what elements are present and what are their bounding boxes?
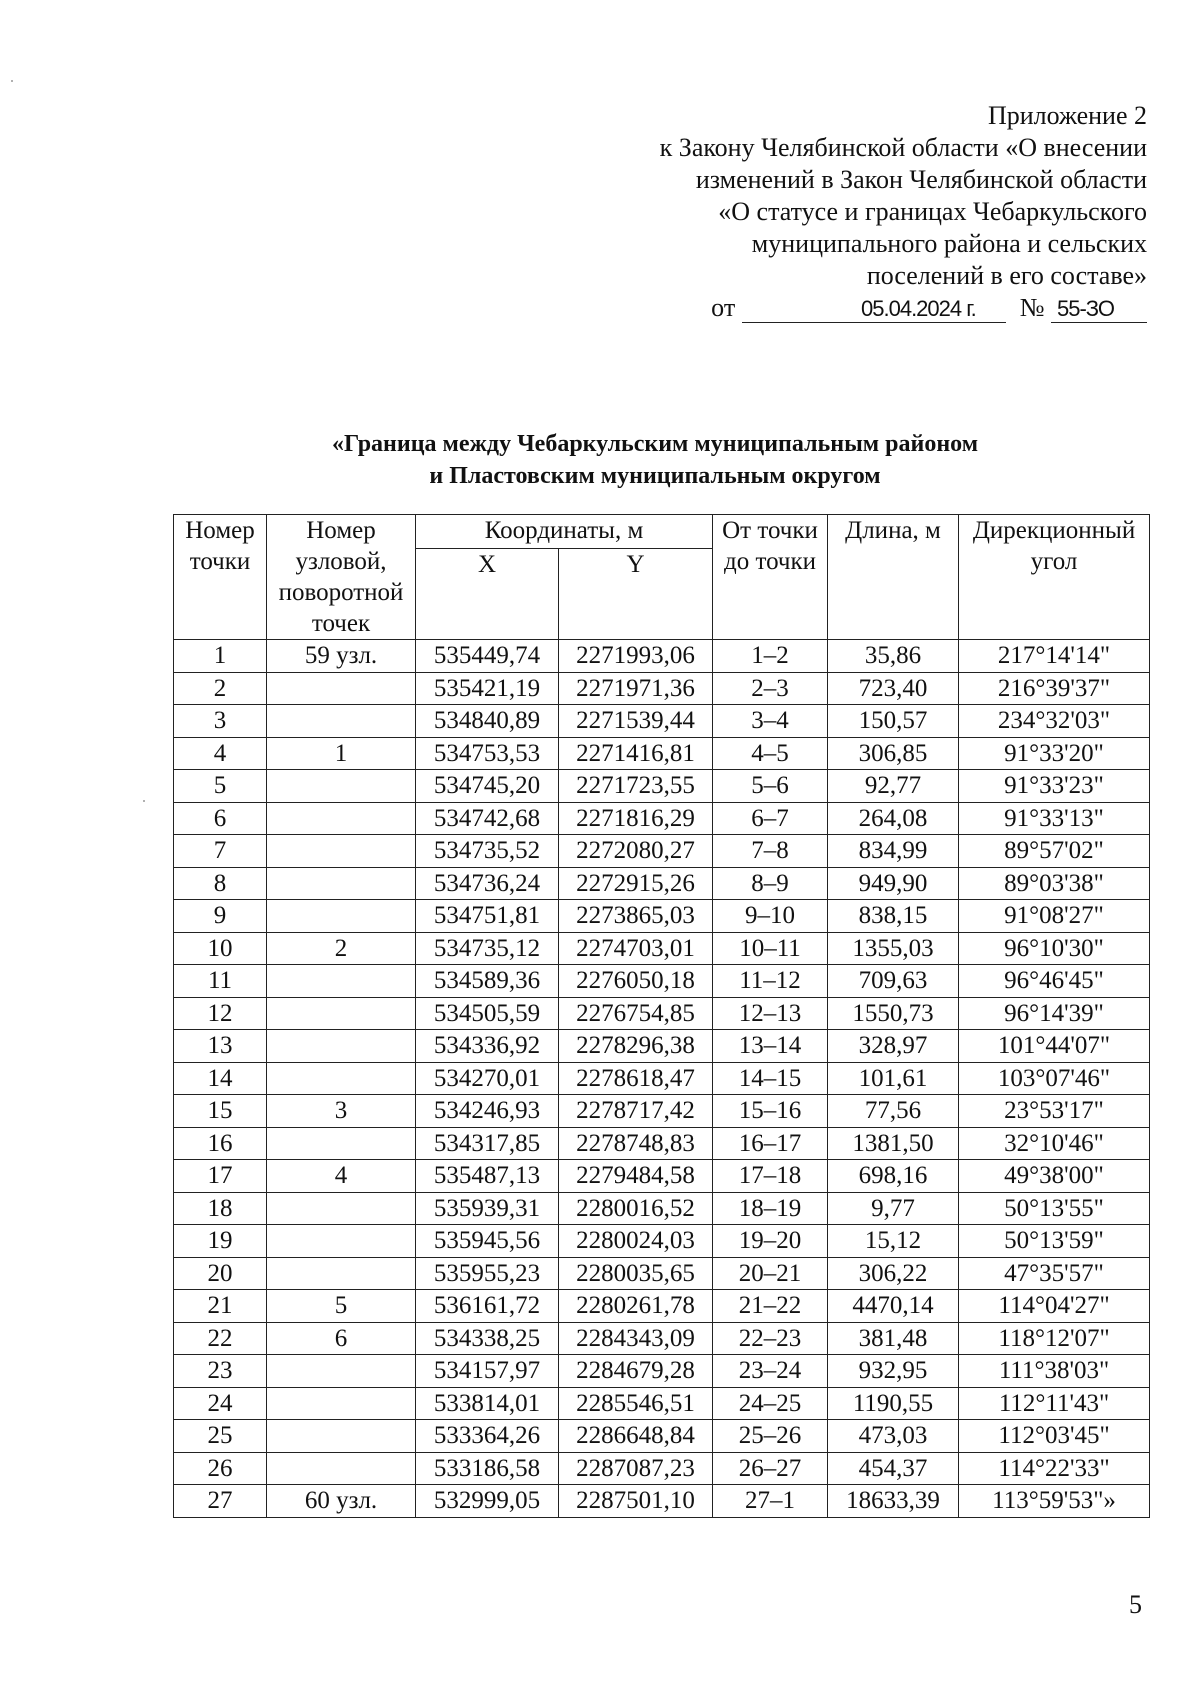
law-date-number-line — [660, 292, 1147, 324]
table-row — [174, 770, 1150, 803]
appendix-line: к Закону Челябинской области «О внесении — [659, 133, 1147, 162]
table-body — [174, 640, 1150, 1518]
cell-nodal-number — [267, 997, 416, 1030]
cell-direction-angle: 91°33'20" — [959, 737, 1150, 770]
cell-segment: 3–4 — [713, 705, 828, 738]
cell-x-coordinate: 534246,93 — [416, 1095, 559, 1128]
cell-point-number: 20 — [174, 1257, 267, 1290]
cell-x-coordinate: 533364,26 — [416, 1420, 559, 1453]
cell-point-number: 3 — [174, 705, 267, 738]
cell-point-number: 9 — [174, 900, 267, 933]
cell-segment: 11–12 — [713, 965, 828, 998]
page-number: 5 — [1129, 1590, 1142, 1619]
law-number: 55-ЗО — [1051, 296, 1147, 323]
title-line-1: «Граница между Чебаркульским муниципальным районом — [331, 431, 979, 457]
cell-point-number: 21 — [174, 1290, 267, 1323]
cell-length: 18633,39 — [828, 1485, 959, 1518]
cell-length: 1381,50 — [828, 1127, 959, 1160]
table-row — [174, 705, 1150, 738]
cell-nodal-number — [267, 1387, 416, 1420]
cell-length: 306,22 — [828, 1257, 959, 1290]
cell-nodal-number — [267, 1420, 416, 1453]
cell-x-coordinate: 534751,81 — [416, 900, 559, 933]
cell-y-coordinate: 2280261,78 — [559, 1290, 713, 1323]
cell-point-number: 19 — [174, 1225, 267, 1258]
cell-y-coordinate: 2278296,38 — [559, 1030, 713, 1063]
cell-x-coordinate: 535421,19 — [416, 672, 559, 705]
table-row — [174, 672, 1150, 705]
cell-length: 77,56 — [828, 1095, 959, 1128]
cell-segment: 17–18 — [713, 1160, 828, 1193]
cell-x-coordinate: 534736,24 — [416, 867, 559, 900]
cell-x-coordinate: 534270,01 — [416, 1062, 559, 1095]
cell-nodal-number — [267, 1355, 416, 1388]
cell-length: 1190,55 — [828, 1387, 959, 1420]
number-label: № — [1019, 293, 1045, 322]
cell-x-coordinate: 535945,56 — [416, 1225, 559, 1258]
cell-point-number: 5 — [174, 770, 267, 803]
cell-point-number: 24 — [174, 1387, 267, 1420]
cell-y-coordinate: 2271971,36 — [559, 672, 713, 705]
cell-y-coordinate: 2278748,83 — [559, 1127, 713, 1160]
cell-point-number: 22 — [174, 1322, 267, 1355]
cell-x-coordinate: 534735,12 — [416, 932, 559, 965]
boundary-points-table — [173, 514, 1150, 1518]
cell-direction-angle: 111°38'03" — [959, 1355, 1150, 1388]
cell-y-coordinate: 2271539,44 — [559, 705, 713, 738]
cell-segment: 5–6 — [713, 770, 828, 803]
cell-x-coordinate: 533186,58 — [416, 1452, 559, 1485]
cell-segment: 12–13 — [713, 997, 828, 1030]
header-x: X — [416, 549, 559, 640]
cell-length: 9,77 — [828, 1192, 959, 1225]
table-row — [174, 1062, 1150, 1095]
cell-y-coordinate: 2285546,51 — [559, 1387, 713, 1420]
cell-x-coordinate: 534336,92 — [416, 1030, 559, 1063]
cell-nodal-number: 6 — [267, 1322, 416, 1355]
table-row — [174, 1290, 1150, 1323]
cell-point-number: 18 — [174, 1192, 267, 1225]
cell-point-number: 12 — [174, 997, 267, 1030]
cell-length: 473,03 — [828, 1420, 959, 1453]
cell-direction-angle: 112°11'43" — [959, 1387, 1150, 1420]
cell-point-number: 2 — [174, 672, 267, 705]
cell-direction-angle: 103°07'46" — [959, 1062, 1150, 1095]
cell-direction-angle: 114°04'27" — [959, 1290, 1150, 1323]
table-row — [174, 997, 1150, 1030]
cell-y-coordinate: 2278618,47 — [559, 1062, 713, 1095]
cell-x-coordinate: 534589,36 — [416, 965, 559, 998]
cell-nodal-number — [267, 1192, 416, 1225]
table-row — [174, 1225, 1150, 1258]
cell-segment: 20–21 — [713, 1257, 828, 1290]
header-from-to: От точки до точки — [713, 515, 828, 640]
cell-x-coordinate: 535487,13 — [416, 1160, 559, 1193]
header-angle: Дирекционный угол — [959, 515, 1150, 640]
cell-segment: 24–25 — [713, 1387, 828, 1420]
cell-length: 723,40 — [828, 672, 959, 705]
cell-direction-angle: 96°46'45" — [959, 965, 1150, 998]
cell-length: 328,97 — [828, 1030, 959, 1063]
cell-y-coordinate: 2287087,23 — [559, 1452, 713, 1485]
cell-length: 838,15 — [828, 900, 959, 933]
cell-length: 834,99 — [828, 835, 959, 868]
document-title — [0, 428, 1200, 492]
cell-y-coordinate: 2271723,55 — [559, 770, 713, 803]
cell-nodal-number — [267, 802, 416, 835]
cell-segment: 13–14 — [713, 1030, 828, 1063]
title-line-2: и Пластовским муниципальным округом — [429, 463, 881, 489]
cell-direction-angle: 114°22'33" — [959, 1452, 1150, 1485]
table-row — [174, 737, 1150, 770]
cell-direction-angle: 96°10'30" — [959, 932, 1150, 965]
cell-nodal-number: 60 узл. — [267, 1485, 416, 1518]
appendix-line: муниципального района и сельских — [751, 229, 1147, 258]
cell-nodal-number: 4 — [267, 1160, 416, 1193]
cell-direction-angle: 50°13'55" — [959, 1192, 1150, 1225]
cell-point-number: 13 — [174, 1030, 267, 1063]
appendix-line: изменений в Закон Челябинской области — [695, 165, 1147, 194]
cell-x-coordinate: 534157,97 — [416, 1355, 559, 1388]
cell-segment: 21–22 — [713, 1290, 828, 1323]
cell-nodal-number — [267, 1225, 416, 1258]
cell-y-coordinate: 2280024,03 — [559, 1225, 713, 1258]
cell-point-number: 11 — [174, 965, 267, 998]
table-row — [174, 900, 1150, 933]
appendix-line: «О статусе и границах Чебаркульского — [718, 197, 1147, 226]
table-row — [174, 835, 1150, 868]
cell-y-coordinate: 2272080,27 — [559, 835, 713, 868]
cell-direction-angle: 47°35'57" — [959, 1257, 1150, 1290]
law-date: 05.04.2024 г. — [742, 296, 1006, 323]
cell-segment: 16–17 — [713, 1127, 828, 1160]
cell-segment: 2–3 — [713, 672, 828, 705]
cell-y-coordinate: 2271416,81 — [559, 737, 713, 770]
cell-x-coordinate: 534742,68 — [416, 802, 559, 835]
cell-nodal-number: 2 — [267, 932, 416, 965]
cell-length: 15,12 — [828, 1225, 959, 1258]
cell-point-number: 8 — [174, 867, 267, 900]
cell-point-number: 10 — [174, 932, 267, 965]
cell-y-coordinate: 2286648,84 — [559, 1420, 713, 1453]
cell-direction-angle: 91°33'13" — [959, 802, 1150, 835]
cell-segment: 9–10 — [713, 900, 828, 933]
table-row — [174, 1452, 1150, 1485]
cell-nodal-number — [267, 1257, 416, 1290]
cell-x-coordinate: 534317,85 — [416, 1127, 559, 1160]
cell-length: 264,08 — [828, 802, 959, 835]
cell-nodal-number: 3 — [267, 1095, 416, 1128]
cell-segment: 15–16 — [713, 1095, 828, 1128]
cell-length: 306,85 — [828, 737, 959, 770]
cell-nodal-number — [267, 1062, 416, 1095]
cell-direction-angle: 118°12'07" — [959, 1322, 1150, 1355]
cell-segment: 23–24 — [713, 1355, 828, 1388]
cell-segment: 8–9 — [713, 867, 828, 900]
cell-nodal-number — [267, 900, 416, 933]
cell-y-coordinate: 2280016,52 — [559, 1192, 713, 1225]
table-row — [174, 867, 1150, 900]
cell-x-coordinate: 534505,59 — [416, 997, 559, 1030]
cell-length: 381,48 — [828, 1322, 959, 1355]
cell-x-coordinate: 535939,31 — [416, 1192, 559, 1225]
cell-segment: 6–7 — [713, 802, 828, 835]
cell-length: 454,37 — [828, 1452, 959, 1485]
cell-point-number: 27 — [174, 1485, 267, 1518]
cell-x-coordinate: 535449,74 — [416, 640, 559, 673]
cell-direction-angle: 23°53'17" — [959, 1095, 1150, 1128]
cell-length: 92,77 — [828, 770, 959, 803]
cell-direction-angle: 49°38'00" — [959, 1160, 1150, 1193]
cell-point-number: 4 — [174, 737, 267, 770]
table-row — [174, 1257, 1150, 1290]
scan-speck — [143, 800, 145, 802]
cell-y-coordinate: 2276754,85 — [559, 997, 713, 1030]
cell-x-coordinate: 535955,23 — [416, 1257, 559, 1290]
cell-y-coordinate: 2284679,28 — [559, 1355, 713, 1388]
cell-x-coordinate: 533814,01 — [416, 1387, 559, 1420]
cell-nodal-number: 1 — [267, 737, 416, 770]
header-length: Длина, м — [828, 515, 959, 640]
cell-x-coordinate: 534735,52 — [416, 835, 559, 868]
table-row — [174, 802, 1150, 835]
cell-direction-angle: 32°10'46" — [959, 1127, 1150, 1160]
cell-nodal-number — [267, 835, 416, 868]
cell-length: 709,63 — [828, 965, 959, 998]
cell-segment: 19–20 — [713, 1225, 828, 1258]
appendix-header — [660, 100, 1147, 324]
table-row — [174, 932, 1150, 965]
table-row — [174, 1485, 1150, 1518]
header-coordinates: Координаты, м — [416, 515, 713, 549]
cell-direction-angle: 217°14'14" — [959, 640, 1150, 673]
cell-point-number: 7 — [174, 835, 267, 868]
cell-segment: 25–26 — [713, 1420, 828, 1453]
table-row — [174, 640, 1150, 673]
cell-y-coordinate: 2279484,58 — [559, 1160, 713, 1193]
cell-y-coordinate: 2276050,18 — [559, 965, 713, 998]
cell-y-coordinate: 2271816,29 — [559, 802, 713, 835]
cell-nodal-number — [267, 705, 416, 738]
appendix-line: Приложение 2 — [987, 101, 1147, 130]
cell-point-number: 23 — [174, 1355, 267, 1388]
cell-nodal-number: 59 узл. — [267, 640, 416, 673]
table-row — [174, 1387, 1150, 1420]
cell-y-coordinate: 2280035,65 — [559, 1257, 713, 1290]
table-row — [174, 1355, 1150, 1388]
cell-direction-angle: 91°33'23" — [959, 770, 1150, 803]
cell-point-number: 15 — [174, 1095, 267, 1128]
cell-point-number: 6 — [174, 802, 267, 835]
table-row — [174, 1160, 1150, 1193]
cell-direction-angle: 89°57'02" — [959, 835, 1150, 868]
cell-point-number: 14 — [174, 1062, 267, 1095]
cell-segment: 22–23 — [713, 1322, 828, 1355]
table-row — [174, 965, 1150, 998]
table-row — [174, 1192, 1150, 1225]
cell-nodal-number — [267, 770, 416, 803]
header-nodal-number: Номер узловой, поворотной точек — [267, 515, 416, 640]
cell-length: 150,57 — [828, 705, 959, 738]
cell-segment: 10–11 — [713, 932, 828, 965]
cell-nodal-number — [267, 965, 416, 998]
cell-point-number: 25 — [174, 1420, 267, 1453]
cell-nodal-number — [267, 867, 416, 900]
cell-segment: 7–8 — [713, 835, 828, 868]
cell-segment: 1–2 — [713, 640, 828, 673]
cell-length: 698,16 — [828, 1160, 959, 1193]
cell-x-coordinate: 532999,05 — [416, 1485, 559, 1518]
cell-length: 35,86 — [828, 640, 959, 673]
cell-nodal-number — [267, 1030, 416, 1063]
cell-direction-angle: 96°14'39" — [959, 997, 1150, 1030]
cell-y-coordinate: 2272915,26 — [559, 867, 713, 900]
cell-direction-angle: 50°13'59" — [959, 1225, 1150, 1258]
cell-y-coordinate: 2287501,10 — [559, 1485, 713, 1518]
cell-point-number: 16 — [174, 1127, 267, 1160]
cell-segment: 14–15 — [713, 1062, 828, 1095]
from-label: от — [711, 293, 736, 322]
header-point-number: Номер точки — [174, 515, 267, 640]
header-y: Y — [559, 549, 713, 640]
cell-point-number: 17 — [174, 1160, 267, 1193]
cell-nodal-number: 5 — [267, 1290, 416, 1323]
appendix-line: поселений в его составе» — [866, 261, 1147, 290]
cell-direction-angle: 91°08'27" — [959, 900, 1150, 933]
cell-direction-angle: 89°03'38" — [959, 867, 1150, 900]
cell-direction-angle: 113°59'53"» — [959, 1485, 1150, 1518]
scan-speck — [11, 80, 13, 82]
cell-direction-angle: 112°03'45" — [959, 1420, 1150, 1453]
cell-x-coordinate: 534745,20 — [416, 770, 559, 803]
table-row — [174, 1322, 1150, 1355]
table-row — [174, 1420, 1150, 1453]
cell-y-coordinate: 2278717,42 — [559, 1095, 713, 1128]
cell-y-coordinate: 2284343,09 — [559, 1322, 713, 1355]
cell-length: 1550,73 — [828, 997, 959, 1030]
cell-segment: 18–19 — [713, 1192, 828, 1225]
cell-length: 932,95 — [828, 1355, 959, 1388]
cell-y-coordinate: 2271993,06 — [559, 640, 713, 673]
cell-direction-angle: 216°39'37" — [959, 672, 1150, 705]
cell-y-coordinate: 2273865,03 — [559, 900, 713, 933]
cell-length: 949,90 — [828, 867, 959, 900]
table-row — [174, 1030, 1150, 1063]
cell-nodal-number — [267, 1452, 416, 1485]
cell-point-number: 26 — [174, 1452, 267, 1485]
cell-direction-angle: 234°32'03" — [959, 705, 1150, 738]
cell-segment: 26–27 — [713, 1452, 828, 1485]
cell-x-coordinate: 534338,25 — [416, 1322, 559, 1355]
table-row — [174, 1127, 1150, 1160]
cell-x-coordinate: 536161,72 — [416, 1290, 559, 1323]
cell-point-number: 1 — [174, 640, 267, 673]
cell-nodal-number — [267, 1127, 416, 1160]
cell-length: 101,61 — [828, 1062, 959, 1095]
cell-x-coordinate: 534840,89 — [416, 705, 559, 738]
cell-segment: 4–5 — [713, 737, 828, 770]
cell-x-coordinate: 534753,53 — [416, 737, 559, 770]
cell-length: 1355,03 — [828, 932, 959, 965]
cell-y-coordinate: 2274703,01 — [559, 932, 713, 965]
cell-nodal-number — [267, 672, 416, 705]
table-row — [174, 1095, 1150, 1128]
cell-segment: 27–1 — [713, 1485, 828, 1518]
cell-length: 4470,14 — [828, 1290, 959, 1323]
cell-direction-angle: 101°44'07" — [959, 1030, 1150, 1063]
